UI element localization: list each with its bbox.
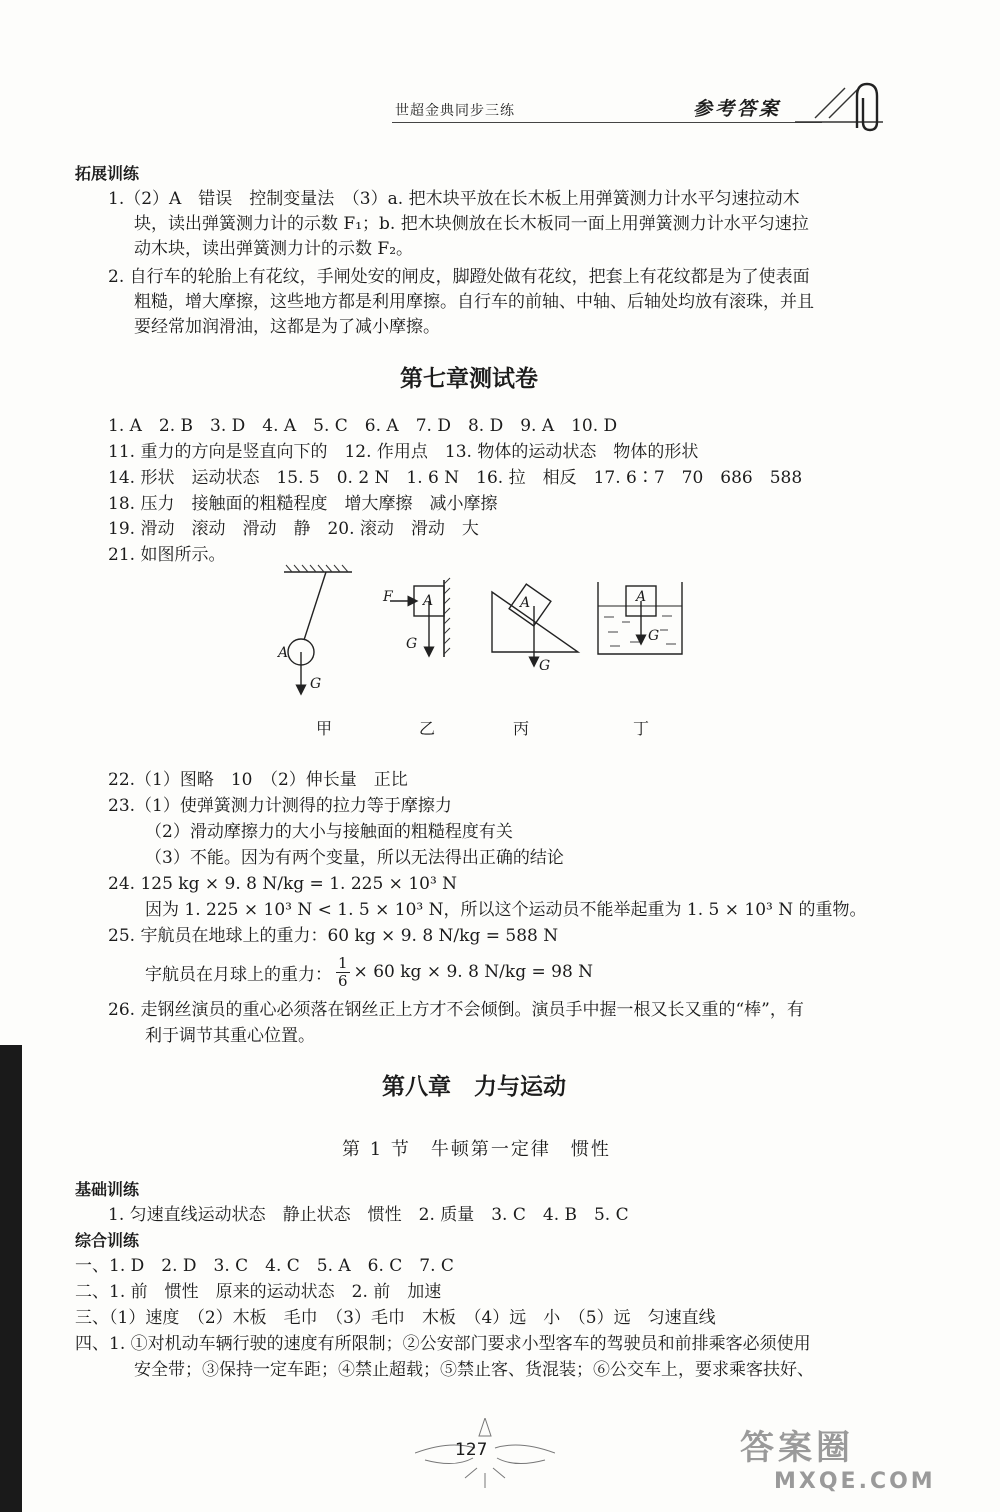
paperclip-decoration-icon — [795, 78, 895, 138]
extension-line: 要经常加润滑油，这都是为了减小摩擦。 — [134, 317, 440, 337]
chapter8-title: 第八章 力与运动 — [382, 1074, 566, 1100]
answer-line: 安全带；③保持一定车距；④禁止超载；⑤禁止客、货混装；⑥公交车上，要求乘客扶好、 — [134, 1360, 814, 1380]
extension-line: 块，读出弹簧测力计的示数 F₁；b. 把木块侧放在长木板同一面上用弹簧测力计水平匀速拉 — [134, 214, 809, 234]
answer-line: 14. 形状 运动状态 15. 5 0. 2 N 1. 6 N 16. 拉 相反 17. 6∶7 70 686 588 — [108, 468, 803, 488]
chapter7-test-title: 第七章测试卷 — [400, 366, 538, 392]
answer-line: 三、（1）速度 （2）木板 毛巾 （3）毛巾 木板 （4）远 小 （5）远 匀速直线 — [75, 1308, 716, 1328]
moon-gravity-prefix: 宇航员在月球上的重力： — [145, 964, 332, 985]
answer-line: 四、1. ①对机动车辆行驶的速度有所限制；②公安部门要求小型客车的驾驶员和前排乘客必须使用 — [75, 1334, 811, 1354]
extension-line: 粗糙，增大摩擦，这些地方都是利用摩擦。自行车的前轴、中轴、后轴处均放有滚珠，并且 — [134, 292, 814, 312]
watermark-logo-text: 答案圈 — [740, 1428, 854, 1468]
comprehensive-training-heading: 综合训练 — [75, 1231, 140, 1250]
figure-caption-yi: 乙 — [419, 719, 436, 738]
basic-training-heading: 基础训练 — [75, 1180, 140, 1199]
figure-label-a: A — [423, 593, 434, 609]
answer-line: 因为 1. 225 × 10³ N < 1. 5 × 10³ N，所以这个运动员不能举起重为 1. 5 × 10³ N 的重物。 — [145, 900, 867, 920]
figure-label-a: A — [278, 645, 289, 661]
fraction-one-sixth — [336, 955, 350, 990]
answer-line: 二、1. 前 惯性 原来的运动状态 2. 前 加速 — [75, 1282, 442, 1302]
extension-line: 1.（2）A 错误 控制变量法 （3）a. 把木块平放在长木板上用弹簧测力计水平匀速拉动木 — [108, 189, 800, 209]
diagram-jia-pendulum — [284, 565, 352, 690]
extension-heading: 拓展训练 — [75, 164, 140, 183]
figure-caption-bing: 丙 — [513, 719, 530, 738]
answer-line: （2）滑动摩擦力的大小与接触面的粗糙程度有关 — [145, 822, 513, 842]
answer-line: 19. 滑动 滚动 滑动 静 20. 滚动 滑动 大 — [108, 519, 479, 539]
figure-label-g: G — [539, 658, 551, 674]
answer-line: 25. 宇航员在地球上的重力：60 kg × 9. 8 N/kg = 588 N — [108, 926, 559, 946]
section-title: 第 1 节 牛顿第一定律 惯性 — [342, 1139, 611, 1160]
fraction-denominator: 6 — [338, 971, 348, 990]
answer-line-moon-gravity — [145, 950, 593, 994]
figure-caption-jia: 甲 — [316, 719, 333, 738]
figure-label-g: G — [648, 628, 660, 644]
answer-line: 21. 如图所示。 — [108, 545, 226, 565]
answer-line: 22.（1）图略 10 （2）伸长量 正比 — [108, 770, 408, 790]
moon-gravity-suffix: × 60 kg × 9. 8 N/kg = 98 N — [353, 962, 594, 982]
diagram-bing-incline — [492, 584, 578, 662]
diagram-yi-block-wall — [390, 578, 450, 657]
answer-line: 23.（1）使弹簧测力计测得的拉力等于摩擦力 — [108, 796, 452, 816]
page-binding-shadow — [0, 1045, 22, 1512]
extension-line: 动木块，读出弹簧测力计的示数 F₂。 — [134, 239, 414, 259]
answer-line: 26. 走钢丝演员的重心必须落在钢丝正上方才不会倾倒。演员手中握一根又长又重的“棒”，有 — [108, 1000, 804, 1020]
answer-line: 1. 匀速直线运动状态 静止状态 惯性 2. 质量 3. C 4. B 5. C — [108, 1205, 629, 1225]
answer-line: （3）不能。因为有两个变量，所以无法得出正确的结论 — [145, 848, 564, 868]
answer-line: 24. 125 kg × 9. 8 N/kg = 1. 225 × 10³ N — [108, 874, 458, 894]
figure-label-g: G — [310, 676, 322, 692]
figure-label-g: G — [406, 636, 418, 652]
site-watermark — [740, 1428, 936, 1496]
watermark-domain-text: MXQE.COM — [774, 1469, 936, 1494]
answer-line: 1. A 2. B 3. D 4. A 5. C 6. A 7. D 8. D 9. A 10. D — [108, 416, 618, 436]
fraction-numerator: 1 — [338, 953, 348, 972]
extension-line: 2. 自行车的轮胎上有花纹，手闸处安的闸皮，脚蹬处做有花纹，把套上有花纹都是为了使表面 — [108, 267, 810, 287]
figure-caption-ding: 丁 — [633, 719, 650, 738]
answer-line: 11. 重力的方向是竖直向下的 12. 作用点 13. 物体的运动状态 物体的形状 — [108, 442, 699, 462]
answer-line: 利于调节其重心位置。 — [145, 1026, 315, 1046]
header-series-title: 世超金典同步三练 — [395, 103, 515, 119]
answer-line: 18. 压力 接触面的粗糙程度 增大摩擦 减小摩擦 — [108, 494, 498, 514]
header-answer-key: 参考答案 — [693, 98, 782, 120]
figure-label-a: A — [520, 595, 531, 611]
figure-label-a: A — [636, 589, 647, 605]
header-rule — [392, 122, 822, 123]
force-diagrams-figure — [270, 562, 700, 707]
page-number: 127 — [455, 1440, 488, 1460]
figure-label-f: F — [383, 589, 393, 605]
answer-line: 一、1. D 2. D 3. C 4. C 5. A 6. C 7. C — [75, 1256, 454, 1276]
